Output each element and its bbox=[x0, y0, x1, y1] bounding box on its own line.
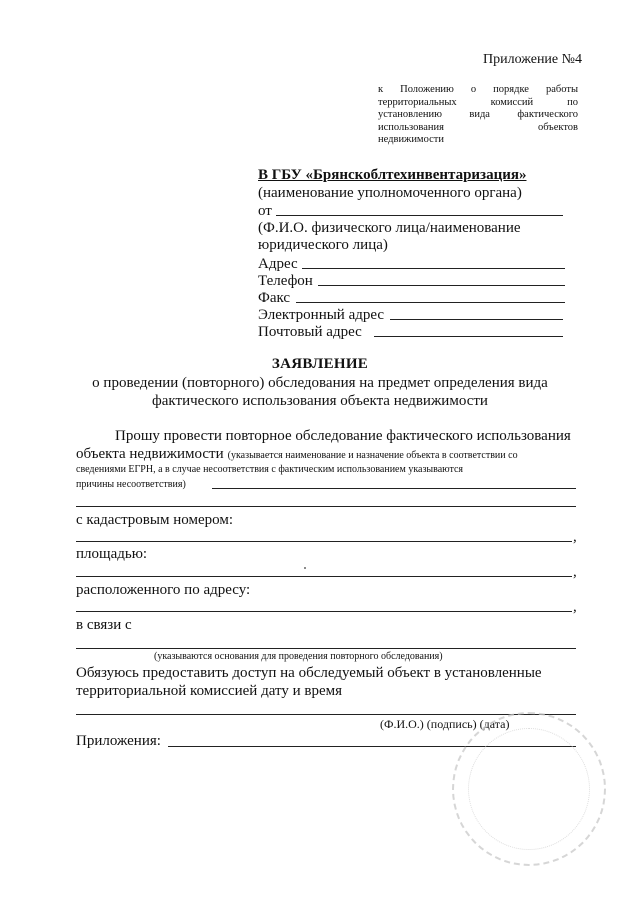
address-label: Адрес bbox=[258, 256, 298, 272]
email-field[interactable] bbox=[390, 319, 563, 320]
from-field[interactable] bbox=[276, 215, 563, 216]
signature-field[interactable] bbox=[76, 714, 576, 715]
attachments-label: Приложения: bbox=[76, 733, 161, 749]
request-text-line2 bbox=[76, 445, 518, 463]
object-hint-line2: сведениями ЕГРН, а в случае несоответствия с фактическим использованием указываются bbox=[76, 464, 464, 475]
cadastral-number-label: с кадастровым номером: bbox=[76, 512, 233, 528]
fax-field[interactable] bbox=[296, 302, 565, 303]
recipient-organization: В ГБУ «Брянскоблтехинвентаризация» bbox=[258, 167, 527, 183]
object-address-field[interactable] bbox=[76, 611, 572, 612]
document-subtitle-line2: фактического использования объекта недвижимости bbox=[152, 393, 488, 409]
area-field[interactable] bbox=[76, 576, 572, 577]
comma: , bbox=[573, 529, 577, 545]
from-caption-line2: юридического лица) bbox=[258, 237, 388, 253]
document-subtitle-line1: о проведении (повторного) обследования на предмет определения вида bbox=[92, 375, 548, 391]
from-caption-line1: (Ф.И.О. физического лица/наименование bbox=[258, 220, 521, 236]
reason-field[interactable] bbox=[76, 648, 576, 649]
comma: , bbox=[573, 564, 577, 580]
postal-address-label: Почтовый адрес bbox=[258, 324, 362, 340]
phone-label: Телефон bbox=[258, 273, 313, 289]
fax-label: Факс bbox=[258, 290, 291, 306]
regulation-line: установлению вида фактического bbox=[378, 109, 578, 120]
object-address-label: расположенного по адресу: bbox=[76, 582, 251, 598]
request-text-line1: Прошу провести повторное обследование фактического использования bbox=[115, 428, 571, 444]
cadastral-number-field[interactable] bbox=[76, 541, 572, 542]
object-hint: (указывается наименование и назначение объекта в соответствии со bbox=[227, 450, 518, 461]
reason-label: в связи с bbox=[76, 617, 132, 633]
regulation-line: к Положению о порядке работы bbox=[378, 84, 578, 95]
recipient-caption: (наименование уполномоченного органа) bbox=[258, 185, 522, 201]
reason-caption: (указываются основания для проведения повторного обследования) bbox=[154, 651, 443, 662]
phone-field[interactable] bbox=[318, 285, 565, 286]
address-field[interactable] bbox=[302, 268, 565, 269]
email-label: Электронный адрес bbox=[258, 307, 385, 323]
object-description-field-extra[interactable] bbox=[76, 506, 576, 507]
regulation-line: территориальных комиссий по bbox=[378, 96, 578, 108]
commitment-line1: Обязуюсь предоставить доступ на обследуемый объект в установленные bbox=[76, 665, 542, 681]
signature-caption: (Ф.И.О.) (подпись) (дата) bbox=[380, 717, 510, 731]
appendix-number: Приложение №4 bbox=[483, 52, 582, 67]
document-title: ЗАЯВЛЕНИЕ bbox=[271, 356, 369, 372]
commitment-line2: территориальной комиссией дату и время bbox=[76, 683, 343, 699]
postal-address-field[interactable] bbox=[374, 336, 563, 337]
regulation-line: использования объектов bbox=[378, 121, 578, 133]
area-label: площадью: bbox=[76, 546, 148, 562]
regulation-reference bbox=[378, 84, 578, 147]
from-label: от bbox=[258, 203, 272, 219]
stamp-imprint bbox=[452, 712, 606, 866]
stamp-inner-ring bbox=[468, 728, 590, 850]
comma: , bbox=[573, 599, 577, 615]
object-description-field[interactable] bbox=[212, 488, 576, 489]
object-hint-line3: причины несоответствия) bbox=[76, 479, 186, 490]
regulation-line: недвижимости bbox=[378, 134, 444, 145]
speck bbox=[304, 567, 306, 569]
object-label: объекта недвижимости bbox=[76, 446, 224, 462]
